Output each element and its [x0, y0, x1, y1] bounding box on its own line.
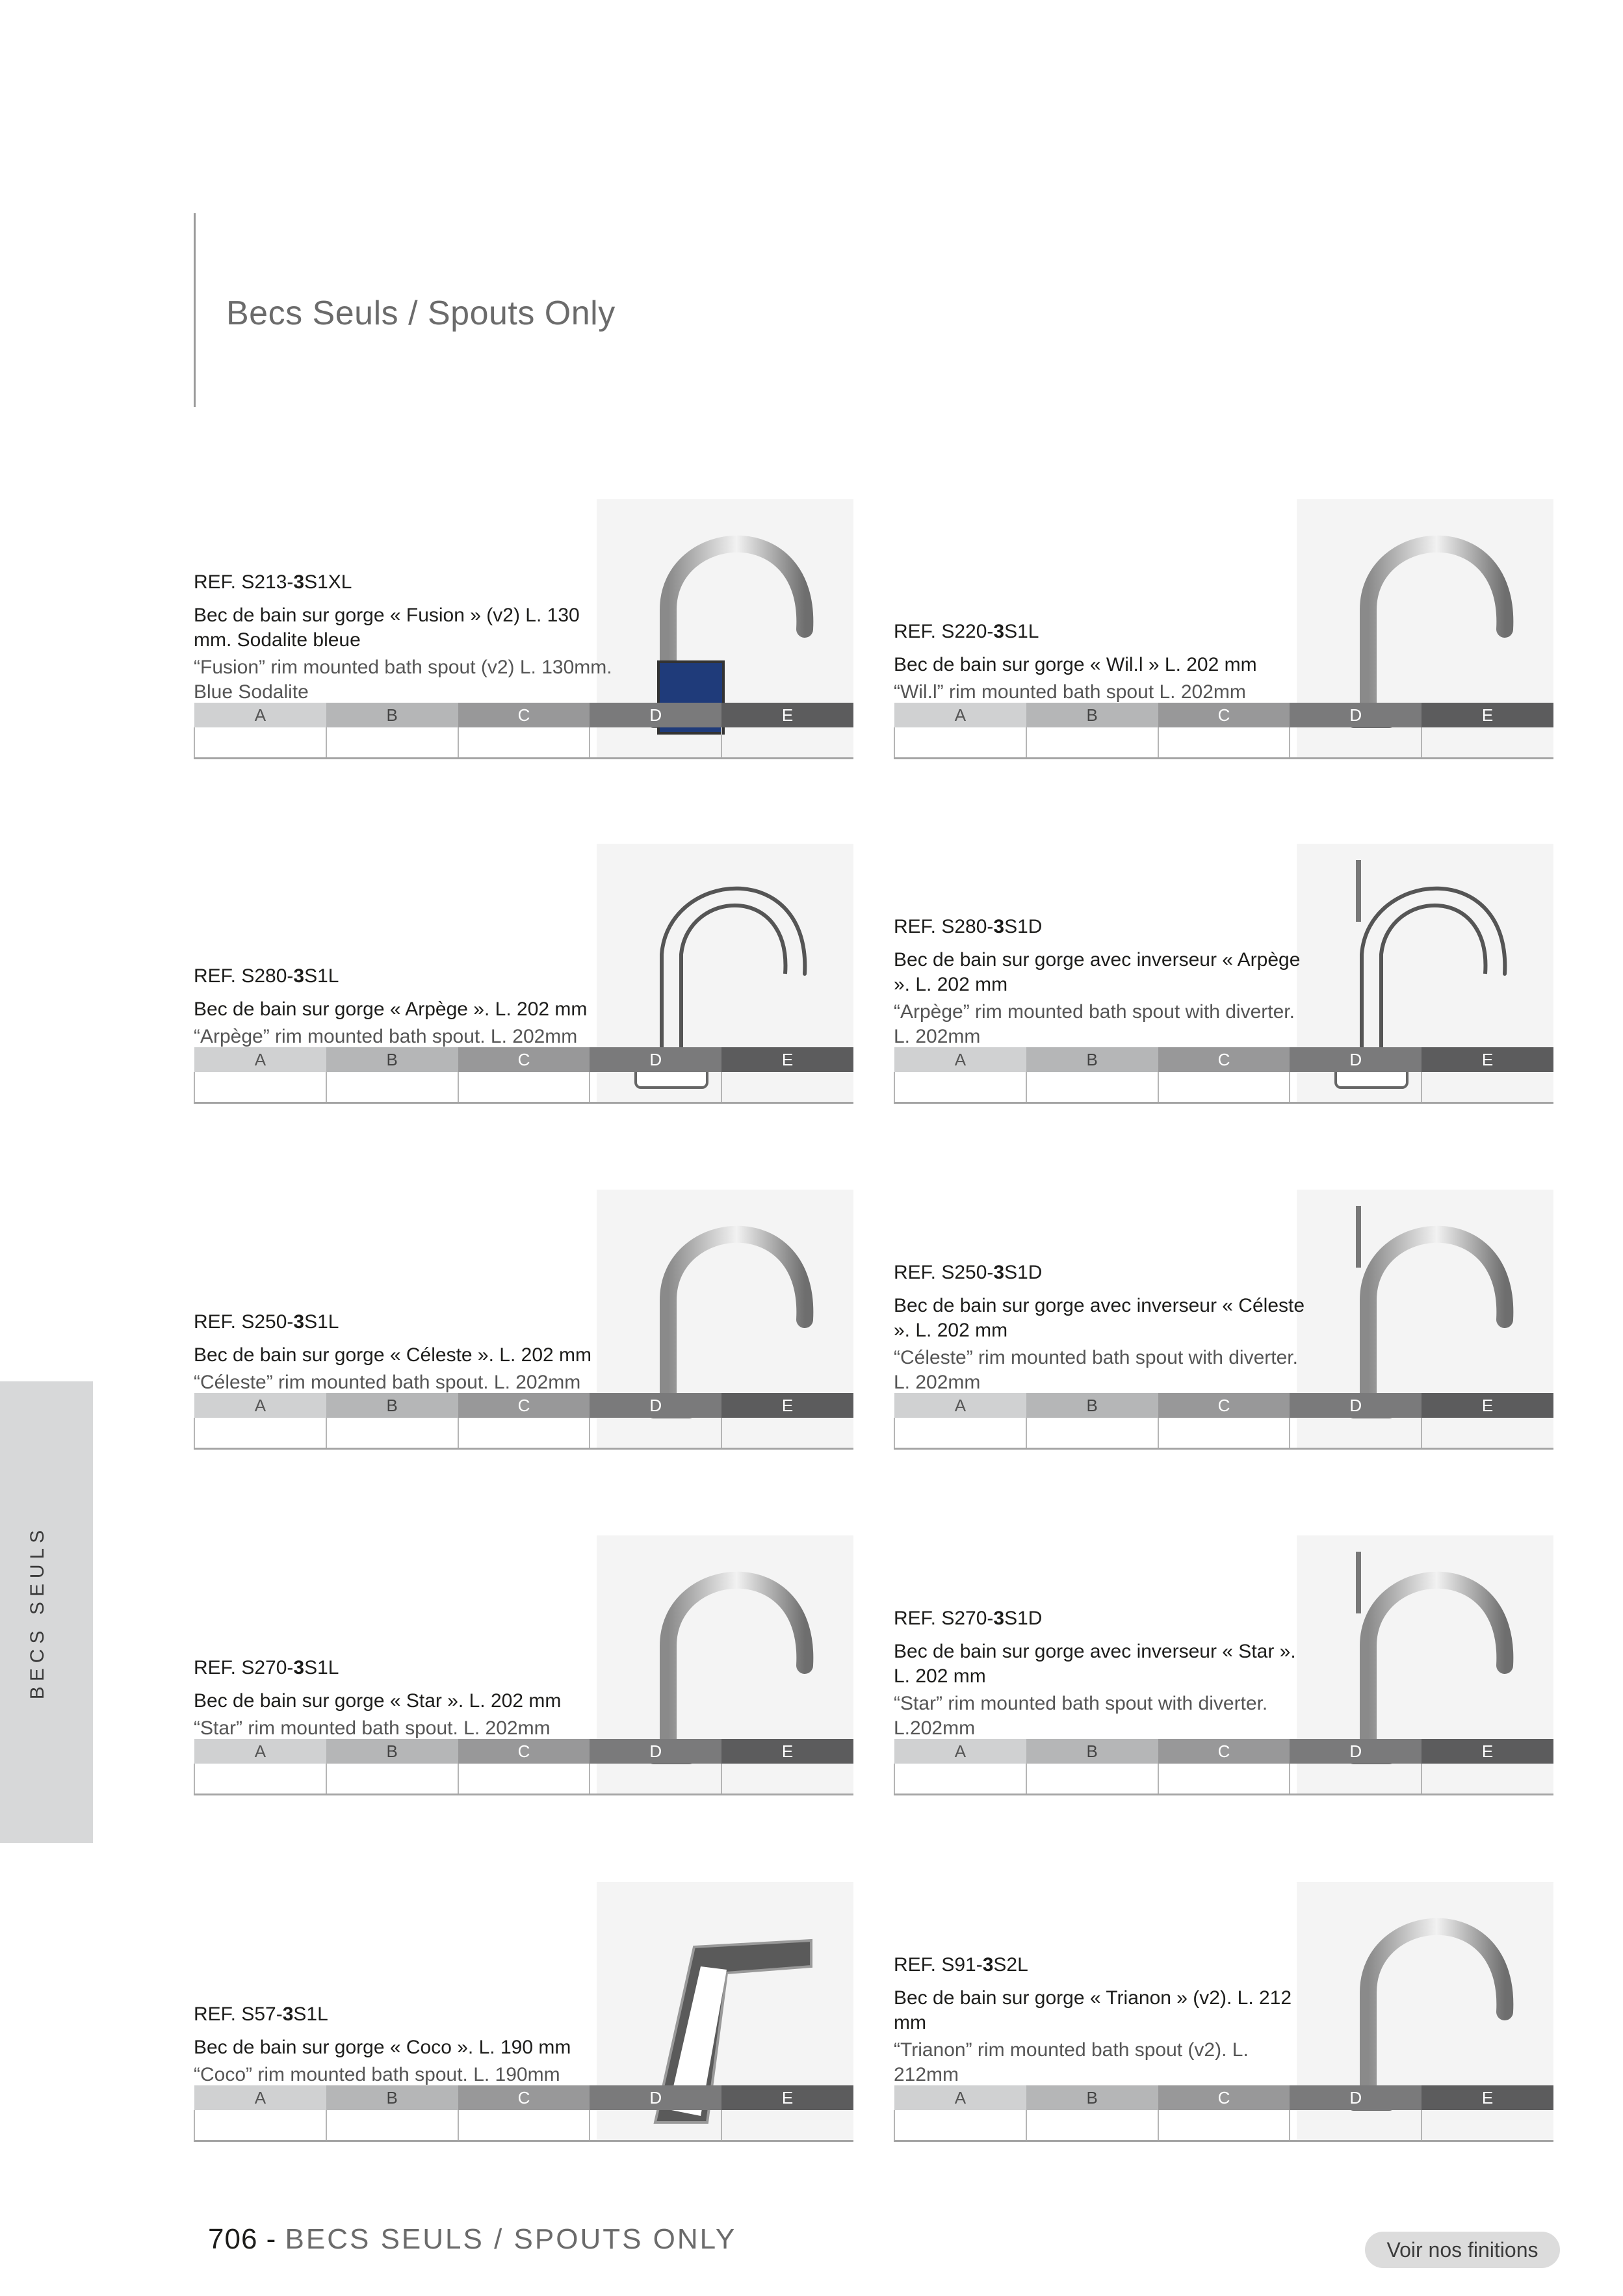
finish-cell[interactable]	[1026, 1418, 1158, 1449]
product-description	[194, 571, 616, 705]
finish-column-header: B	[1026, 1047, 1158, 1072]
page-title: Becs Seuls / Spouts Only	[226, 294, 616, 332]
product-description	[194, 1656, 616, 1741]
reference-prefix: REF. S57-	[194, 2003, 283, 2025]
finish-column-header: A	[894, 2085, 1026, 2110]
product-reference	[894, 1261, 1316, 1285]
product-description	[894, 620, 1316, 705]
reference-series: 3	[993, 1262, 1005, 1283]
product-reference	[894, 1953, 1316, 1977]
description-french: Bec de bain sur gorge « Trianon » (v2). L. 212 mm	[894, 1987, 1292, 2033]
reference-prefix: REF. S280-	[894, 916, 994, 937]
product-card	[894, 844, 1553, 1104]
reference-suffix: S1XL	[304, 571, 352, 593]
finish-column-header: C	[1158, 1393, 1290, 1418]
finish-column-header: B	[1026, 703, 1158, 727]
description-french: Bec de bain sur gorge « Céleste ». L. 202 mm	[194, 1344, 592, 1366]
description-french: Bec de bain sur gorge « Arpège ». L. 202 mm	[194, 998, 588, 1020]
product-reference	[894, 1607, 1316, 1630]
product-description	[194, 1311, 616, 1395]
description-french: Bec de bain sur gorge avec inverseur « Céleste ». L. 202 mm	[894, 1295, 1305, 1341]
finish-column-header: E	[1422, 1047, 1553, 1072]
finish-cell[interactable]	[1158, 2110, 1290, 2141]
finish-column-header: A	[194, 1393, 326, 1418]
finish-column-header: E	[721, 1739, 853, 1764]
finish-cell[interactable]	[458, 1764, 590, 1795]
finish-cell[interactable]	[721, 1072, 853, 1103]
finish-column-header: A	[194, 2085, 326, 2110]
description-english: “Arpège” rim mounted bath spout with diverter. L. 202mm	[894, 1001, 1295, 1047]
footer-separator: -	[257, 2223, 285, 2255]
finish-column-header: A	[894, 1393, 1026, 1418]
product-description	[894, 1261, 1316, 1395]
reference-series: 3	[993, 916, 1005, 937]
finish-table	[894, 703, 1553, 759]
finish-cell[interactable]	[194, 1418, 326, 1449]
finish-column-header: E	[1422, 1393, 1553, 1418]
finish-cell[interactable]	[721, 2110, 853, 2141]
finish-column-header: D	[590, 1739, 721, 1764]
finish-column-header: E	[1422, 2085, 1553, 2110]
description-english: “Wil.l” rim mounted bath spout L. 202mm	[894, 681, 1246, 703]
finish-cell[interactable]	[590, 2110, 721, 2141]
finish-cell[interactable]	[894, 727, 1026, 759]
finish-column-header: E	[721, 2085, 853, 2110]
finish-cell[interactable]	[326, 1764, 458, 1795]
finish-column-header: C	[458, 2085, 590, 2110]
description-english: “Fusion” rim mounted bath spout (v2) L. 130mm. Blue Sodalite	[194, 657, 612, 703]
finish-column-header: D	[1290, 1393, 1422, 1418]
reference-series: 3	[993, 621, 1005, 642]
finish-column-header: C	[458, 703, 590, 727]
reference-suffix: S1L	[293, 2003, 328, 2025]
product-card	[194, 844, 853, 1104]
product-card	[894, 499, 1553, 759]
reference-series: 3	[293, 965, 305, 987]
reference-suffix: S1L	[304, 1657, 339, 1678]
finish-table	[894, 1393, 1553, 1450]
finish-column-header: B	[326, 703, 458, 727]
finish-cell[interactable]	[1290, 1418, 1422, 1449]
finish-cell[interactable]	[1158, 1418, 1290, 1449]
description-french: Bec de bain sur gorge « Fusion » (v2) L. 130 mm. Sodalite bleue	[194, 605, 580, 651]
product-description	[194, 965, 616, 1049]
finish-cell[interactable]	[1290, 2110, 1422, 2141]
description-english: “Star” rim mounted bath spout with diverter. L.202mm	[894, 1693, 1268, 1739]
finish-cell[interactable]	[1422, 1072, 1553, 1103]
finish-cell[interactable]	[458, 727, 590, 759]
description-english: “Céleste” rim mounted bath spout with diverter. L. 202mm	[894, 1347, 1298, 1393]
finish-column-header: E	[1422, 1739, 1553, 1764]
finish-column-header: D	[1290, 703, 1422, 727]
reference-series: 3	[293, 1657, 305, 1678]
finish-cell[interactable]	[721, 1764, 853, 1795]
finish-cell[interactable]	[1026, 1764, 1158, 1795]
finish-cell[interactable]	[1158, 727, 1290, 759]
reference-prefix: REF. S220-	[894, 621, 994, 642]
finish-cell[interactable]	[1290, 1764, 1422, 1795]
finish-cell[interactable]	[590, 1764, 721, 1795]
reference-suffix: S2L	[993, 1954, 1028, 1976]
finish-column-header: C	[458, 1393, 590, 1418]
finish-cell[interactable]	[1422, 727, 1553, 759]
finish-cell[interactable]	[894, 1764, 1026, 1795]
finish-cell[interactable]	[894, 1418, 1026, 1449]
reference-suffix: S1D	[1004, 1608, 1043, 1629]
product-reference	[194, 571, 616, 594]
finish-table	[894, 1047, 1553, 1104]
finish-table	[194, 1047, 853, 1104]
finish-column-header: E	[721, 703, 853, 727]
finish-column-header: A	[894, 1047, 1026, 1072]
finish-column-header: C	[1158, 2085, 1290, 2110]
finish-cell[interactable]	[458, 1418, 590, 1449]
finish-table	[194, 1393, 853, 1450]
finish-column-header: A	[194, 1739, 326, 1764]
finish-column-header: B	[1026, 2085, 1158, 2110]
product-description	[894, 1953, 1316, 2087]
side-tab-label: BECS SEULS	[27, 1524, 48, 1700]
finish-column-header: A	[194, 703, 326, 727]
finish-cell[interactable]	[194, 1764, 326, 1795]
finish-column-header: D	[590, 1393, 721, 1418]
product-card	[194, 499, 853, 759]
reference-prefix: REF. S250-	[194, 1311, 294, 1333]
reference-series: 3	[293, 1311, 305, 1333]
reference-series: 3	[282, 2003, 294, 2025]
reference-prefix: REF. S270-	[894, 1608, 994, 1629]
finish-column-header: C	[458, 1739, 590, 1764]
finish-column-header: D	[1290, 2085, 1422, 2110]
finish-cell[interactable]	[1422, 2110, 1553, 2141]
finish-cell[interactable]	[194, 2110, 326, 2141]
finish-cell[interactable]	[194, 727, 326, 759]
finish-cell[interactable]	[721, 1418, 853, 1449]
finish-cell[interactable]	[894, 1072, 1026, 1103]
finish-cell[interactable]	[590, 727, 721, 759]
finish-column-header: D	[1290, 1047, 1422, 1072]
finish-column-header: E	[721, 1047, 853, 1072]
product-reference	[194, 2003, 616, 2026]
finish-cell[interactable]	[1290, 1072, 1422, 1103]
finish-cell[interactable]	[590, 1072, 721, 1103]
finish-column-header: B	[326, 1047, 458, 1072]
reference-suffix: S1D	[1004, 916, 1043, 937]
finish-cell[interactable]	[1422, 1764, 1553, 1795]
finish-cell[interactable]	[721, 727, 853, 759]
finish-column-header: C	[1158, 1739, 1290, 1764]
product-reference	[194, 1656, 616, 1680]
product-description	[194, 2003, 616, 2087]
reference-suffix: S1L	[304, 1311, 339, 1333]
finish-column-header: B	[1026, 1739, 1158, 1764]
product-card	[194, 1190, 853, 1450]
finish-table	[194, 1739, 853, 1795]
description-french: Bec de bain sur gorge avec inverseur « Star ». L. 202 mm	[894, 1641, 1296, 1687]
reference-suffix: S1L	[304, 965, 339, 987]
finish-column-header: A	[194, 1047, 326, 1072]
finish-column-header: D	[590, 1047, 721, 1072]
description-english: “Arpège” rim mounted bath spout. L. 202mm	[194, 1026, 578, 1047]
description-english: “Star” rim mounted bath spout. L. 202mm	[194, 1717, 551, 1739]
finish-column-header: A	[894, 703, 1026, 727]
reference-prefix: REF. S91-	[894, 1954, 983, 1976]
product-description	[894, 1607, 1316, 1741]
finish-cell[interactable]	[1158, 1764, 1290, 1795]
finishes-button[interactable]: Voir nos finitions	[1365, 2232, 1560, 2268]
page-footer	[208, 2223, 736, 2256]
footer-section: BECS SEULS / SPOUTS ONLY	[285, 2223, 737, 2255]
reference-suffix: S1D	[1004, 1262, 1043, 1283]
finish-cell[interactable]	[1026, 2110, 1158, 2141]
product-description	[894, 915, 1316, 1049]
description-french: Bec de bain sur gorge avec inverseur « Arpège ». L. 202 mm	[894, 949, 1301, 995]
description-french: Bec de bain sur gorge « Coco ». L. 190 mm	[194, 2037, 571, 2058]
reference-series: 3	[993, 1608, 1005, 1629]
reference-prefix: REF. S280-	[194, 965, 294, 987]
finish-column-header: D	[1290, 1739, 1422, 1764]
finish-column-header: E	[1422, 703, 1553, 727]
finish-cell[interactable]	[326, 1418, 458, 1449]
finish-column-header: C	[1158, 1047, 1290, 1072]
description-french: Bec de bain sur gorge « Wil.l » L. 202 mm	[894, 654, 1257, 675]
finish-column-header: D	[590, 703, 721, 727]
finish-column-header: B	[326, 1739, 458, 1764]
finish-table	[194, 2085, 853, 2142]
finish-cell[interactable]	[1026, 1072, 1158, 1103]
finish-column-header: C	[1158, 703, 1290, 727]
page-number: 706	[208, 2223, 258, 2255]
product-reference	[894, 915, 1316, 939]
product-reference	[194, 1311, 616, 1334]
finish-cell[interactable]	[458, 1072, 590, 1103]
finish-cell[interactable]	[894, 2110, 1026, 2141]
reference-series: 3	[982, 1954, 994, 1976]
finish-cell[interactable]	[590, 1418, 721, 1449]
product-card	[194, 1535, 853, 1795]
reference-suffix: S1L	[1004, 621, 1039, 642]
finish-cell[interactable]	[1158, 1072, 1290, 1103]
product-card	[894, 1882, 1553, 2142]
finish-column-header: B	[326, 2085, 458, 2110]
description-french: Bec de bain sur gorge « Star ». L. 202 mm	[194, 1690, 562, 1712]
finish-cell[interactable]	[1422, 1418, 1553, 1449]
description-english: “Coco” rim mounted bath spout. L. 190mm	[194, 2064, 560, 2085]
finish-table	[194, 703, 853, 759]
finish-cell[interactable]	[326, 727, 458, 759]
finish-cell[interactable]	[1026, 727, 1158, 759]
product-reference	[894, 620, 1316, 644]
reference-prefix: REF. S270-	[194, 1657, 294, 1678]
finish-column-header: C	[458, 1047, 590, 1072]
finish-cell[interactable]	[194, 1072, 326, 1103]
product-card	[194, 1882, 853, 2142]
reference-prefix: REF. S250-	[894, 1262, 994, 1283]
finish-column-header: B	[1026, 1393, 1158, 1418]
finish-table	[894, 2085, 1553, 2142]
reference-series: 3	[293, 571, 305, 593]
finish-cell[interactable]	[1290, 727, 1422, 759]
description-english: “Céleste” rim mounted bath spout. L. 202mm	[194, 1372, 581, 1393]
finish-column-header: B	[326, 1393, 458, 1418]
product-card	[894, 1535, 1553, 1795]
product-card	[894, 1190, 1553, 1450]
finish-cell[interactable]	[326, 1072, 458, 1103]
finish-cell[interactable]	[458, 2110, 590, 2141]
description-english: “Trianon” rim mounted bath spout (v2). L. 212mm	[894, 2039, 1249, 2085]
finish-column-header: E	[721, 1393, 853, 1418]
reference-prefix: REF. S213-	[194, 571, 294, 593]
product-reference	[194, 965, 616, 988]
finish-column-header: A	[894, 1739, 1026, 1764]
finish-cell[interactable]	[326, 2110, 458, 2141]
finish-table	[894, 1739, 1553, 1795]
finish-column-header: D	[590, 2085, 721, 2110]
header-divider	[194, 213, 196, 407]
